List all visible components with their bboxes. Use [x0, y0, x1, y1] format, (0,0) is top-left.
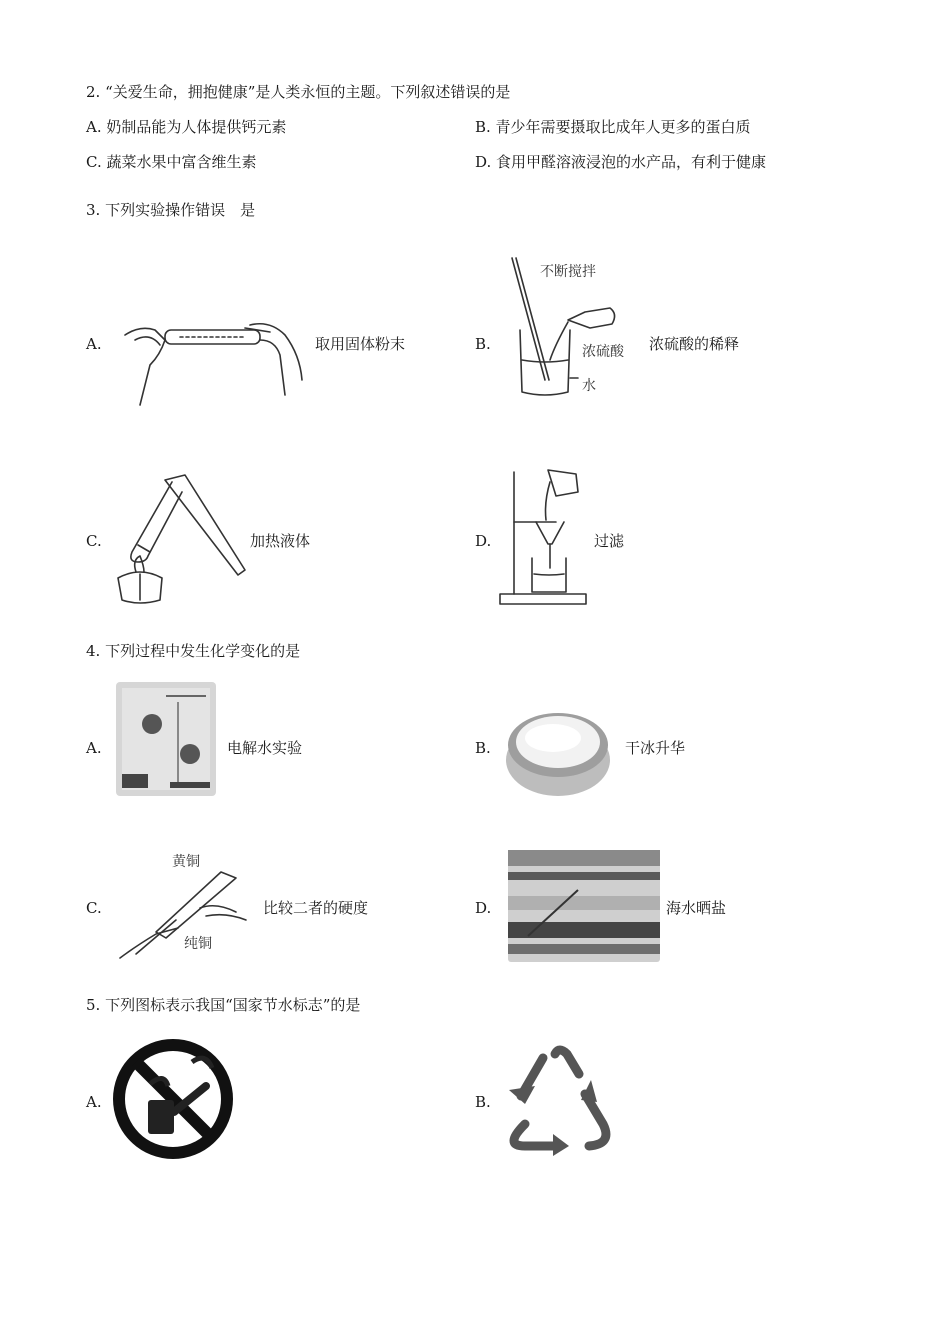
q4-option-c-caption: 比较二者的硬度	[263, 899, 369, 917]
stir-label: 不断搅拌	[540, 264, 596, 280]
q4-stem: 4. 下列过程中发生化学变化的是	[86, 642, 301, 660]
water-label: 水	[582, 378, 596, 394]
acid-dilution-illustration	[500, 250, 640, 400]
pure-copper-label: 纯铜	[184, 936, 212, 952]
electrolysis-photo	[116, 682, 216, 796]
q3-option-d-letter: D.	[475, 532, 492, 550]
q2-option-a: A. 奶制品能为人体提供钙元素	[86, 118, 287, 136]
heating-liquid-illustration	[110, 470, 250, 610]
recycle-icon	[495, 1040, 620, 1160]
hardness-comparison-illustration	[116, 850, 256, 965]
q3-option-c-letter: C.	[86, 532, 102, 550]
q5-stem: 5. 下列图标表示我国“国家节水标志”的是	[86, 996, 361, 1014]
sea-salt-photo	[508, 850, 660, 962]
q3-option-b-caption: 浓硫酸的稀释	[649, 335, 740, 353]
q4-option-b-caption: 干冰升华	[625, 739, 686, 757]
q4-option-d-letter: D.	[475, 899, 492, 917]
q3-option-c-caption: 加热液体	[250, 532, 311, 550]
solid-powder-tube-illustration	[110, 310, 310, 410]
filtration-illustration	[498, 462, 588, 607]
acid-label: 浓硫酸	[582, 344, 624, 360]
q5-option-b-letter: B.	[475, 1093, 491, 1111]
q3-option-b-letter: B.	[475, 335, 491, 353]
q3-option-a-letter: A.	[86, 335, 102, 353]
q3-option-a-caption: 取用固体粉末	[315, 335, 406, 353]
q4-option-a-letter: A.	[86, 739, 102, 757]
q2-option-c: C. 蔬菜水果中富含维生素	[86, 153, 257, 171]
dry-ice-photo	[503, 700, 613, 800]
brass-label: 黄铜	[172, 854, 200, 870]
q4-option-b-letter: B.	[475, 739, 491, 757]
no-smoking-icon	[108, 1038, 238, 1160]
q2-stem: 2. “关爱生命，拥抱健康”是人类永恒的主题。下列叙述错误的是	[86, 83, 511, 101]
q5-option-a-letter: A.	[86, 1093, 102, 1111]
q4-option-a-caption: 电解水实验	[227, 739, 303, 757]
q3-stem: 3. 下列实验操作错误 是	[86, 201, 256, 219]
q4-option-d-caption: 海水晒盐	[666, 899, 727, 917]
q3-option-d-caption: 过滤	[594, 532, 625, 550]
q2-option-d: D. 食用甲醛溶液浸泡的水产品，有利于健康	[475, 153, 767, 171]
q4-option-c-letter: C.	[86, 899, 102, 917]
q2-option-b: B. 青少年需要摄取比成年人更多的蛋白质	[475, 118, 751, 136]
